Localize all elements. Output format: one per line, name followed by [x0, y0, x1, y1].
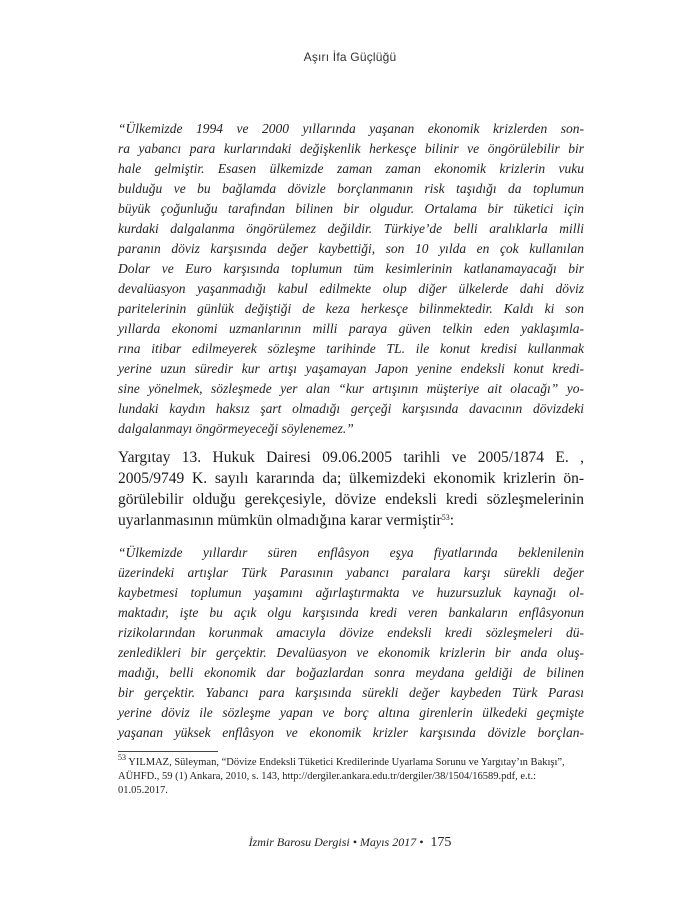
quote-line: bir gerçektir. Yabancı para karşısında sürekli değer kaybeden Türk Parası	[118, 685, 584, 700]
page-number: 175	[430, 835, 452, 850]
quote-line: rizikolarından korunmak amacıyla dövize endeksli kredi sözleşmeleri dü-	[118, 625, 584, 640]
block-quote-2	[118, 543, 584, 743]
quote-line: büyük çoğunluğu tarafından bilinen bir olgudur. Ortalama bir tüketici için	[118, 201, 584, 216]
footnote-divider	[118, 751, 218, 752]
running-head: Aşırı İfa Güçlüğü	[303, 50, 397, 64]
quote-line: kaybetmesi toplumun yaşamını ağırlaştırmakta ve huzursuzluk kaynağı ol-	[118, 585, 584, 600]
page-footer	[0, 835, 700, 851]
quote-line: “Ülkemizde yıllardır süren enflâsyon eşya fiyatlarında beklenilenin	[118, 545, 584, 560]
quote-line: madığı, belli ekonomik dar boğazlardan sonra meydana geldiği de bilinen	[118, 665, 584, 680]
paragraph-last-line: uyarlanmasının mümkün olmadığına karar vermiştir	[118, 512, 442, 529]
quote-line: hale gelmiştir. Esasen ülkemizde zaman zaman ekonomik krizlerin vuku	[118, 161, 584, 176]
quote-line: bulduğu ve bu bağlamda dövizle borçlanmanın risk taşıdığı da toplumun	[118, 181, 584, 196]
quote-line: üzerindeki artışlar Türk Parasının yabancı paralara karşı sürekli değer	[118, 565, 584, 580]
footnote-line: 01.05.2017.	[118, 785, 168, 796]
quote-line: kurdaki dalgalanma öngörülemez değildir. Türkiye’de belli aralıklarla milli	[118, 221, 584, 236]
footnote	[118, 753, 584, 798]
body-paragraph	[118, 447, 584, 531]
quote-line: yerine döviz ile sözleşme yapan ve borç altına girenlerin ülkedeki geçmişte	[118, 705, 584, 720]
footnote-number: 53	[118, 753, 126, 762]
footnote-line: AÜHFD., 59 (1) Ankara, 2010, s. 143, http://dergiler.ankara.edu.tr/dergiler/38/1504/16589.pdf, e.t.:	[118, 771, 537, 782]
quote-line: lundaki kaydın haksız şart olmadığı gerçeği karşısında davacının dövizdeki	[118, 401, 584, 416]
quote-line: sine yönelmek, sözleşmede yer alan “kur artışının müşteriye ait olacağı” yo-	[118, 381, 584, 396]
paragraph-line: Yargıtay 13. Hukuk Dairesi 09.06.2005 tarihli ve 2005/1874 E. ,	[118, 449, 584, 466]
quote-line: devalüasyon yaşanmadığı kabul edilmekte olup diğer ülkelerde dahi döviz	[118, 281, 584, 296]
quote-line: maktadır, işte bu açık olgu karşısında kredi veren bankaların enflâsyonun	[118, 605, 584, 620]
quote-line: zenledikleri bir gerçektir. Devalüasyon ve ekonomik krizlerin bir anda oluş-	[118, 645, 584, 660]
quote-line: ra yabancı para kurlarındaki değişkenlik herkesçe bilinir ve öngörülebilir bir	[118, 141, 584, 156]
footnote-text: YILMAZ, Süleyman, “Dövize Endeksli Tüketici Kredilerinde Uyarlama Sorunu ve Yargıtay’ın Bakışı”,	[128, 757, 565, 768]
paragraph-line: 2005/9749 K. sayılı kararında da; ülkemizdeki ekonomik krizlerin ön-	[118, 470, 584, 487]
footnote-reference[interactable]: 53	[441, 513, 450, 522]
paragraph-line: görülebilir olduğu gerekçesiyle, dövize endeksli kredi sözleşmelerinin	[118, 491, 584, 508]
quote-line: paritelerinin günlük değiştiği de keza herkesçe bilinmektedir. Kaldı ki son	[118, 301, 584, 316]
quote-line: yerine uzun süredir kur artışı yaşamayan Japon yenine endeksli konut kredi-	[118, 361, 584, 376]
quote-line: dalgalanmayı öngörmeyeceği söylenemez.”	[118, 421, 354, 436]
quote-line: “Ülkemizde 1994 ve 2000 yıllarında yaşanan ekonomik krizlerden son-	[118, 121, 584, 136]
paragraph-colon: :	[449, 512, 455, 529]
paragraph-line	[118, 510, 584, 531]
quote-line: rına itibar edilmeyerek sözleşme tarihinde TL. ile konut kredisi kullanmak	[118, 341, 584, 356]
block-quote-1	[118, 119, 584, 439]
quote-line: Dolar ve Euro karşısında toplumun tüm kesimlerinin katlanamayacağı bir	[118, 261, 584, 276]
quote-line: yıllarda ekonomi uzmanlarının milli paraya güven telkin eden yaklaşımla-	[118, 321, 584, 336]
publication-name: İzmir Barosu Dergisi • Mayıs 2017 •	[248, 835, 424, 849]
quote-line: paranın döviz karşısında değer kaybettiği, son 10 yılda en çok kullanılan	[118, 241, 584, 256]
quote-line: yaşanan yüksek enflâsyon ve ekonomik krizler karşısında dövizle borçlan-	[118, 725, 584, 740]
footnote-line	[118, 753, 584, 770]
